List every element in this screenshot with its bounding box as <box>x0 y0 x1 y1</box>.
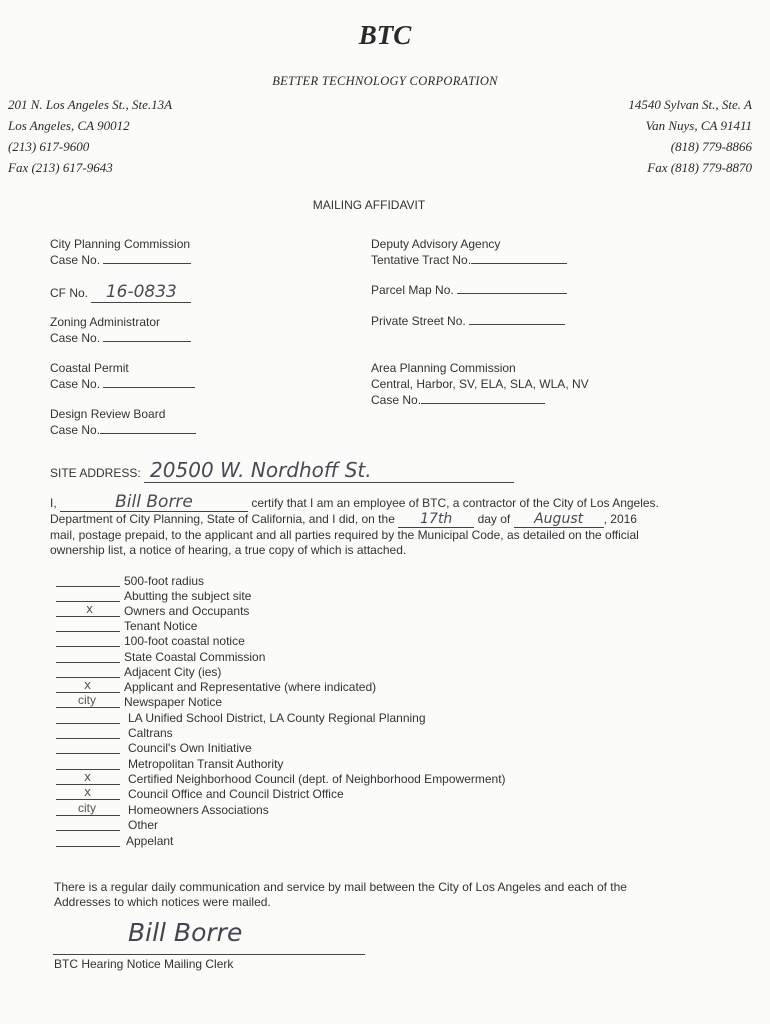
ps-input[interactable] <box>469 324 565 325</box>
checklist-blank[interactable] <box>56 646 120 647</box>
cert-month-input[interactable] <box>514 512 604 528</box>
cpc-case-label: Case No. <box>50 253 101 267</box>
site-address-label: SITE ADDRESS: <box>50 466 141 480</box>
site-address-value: 20500 W. Nordhoff St. <box>150 458 372 482</box>
apc-areas: Central, Harbor, SV, ELA, SLA, WLA, NV <box>371 377 589 391</box>
document-title: MAILING AFFIDAVIT <box>312 198 426 212</box>
drb-label: Design Review Board <box>50 407 166 421</box>
cp-case-input[interactable] <box>103 387 195 388</box>
checklist-item[interactable] <box>56 711 616 726</box>
company-logo: BTC <box>358 20 412 50</box>
daa-tract-input[interactable] <box>471 263 567 264</box>
checklist-label: State Coastal Commission <box>124 650 266 664</box>
pm-input[interactable] <box>457 293 567 294</box>
left-address-block <box>8 94 172 178</box>
site-address-input[interactable] <box>144 458 514 483</box>
checklist-item[interactable] <box>56 665 616 680</box>
cert-month-value: August <box>534 511 584 527</box>
cert-text-2a: Department of City Planning, State of California, and I did, on the <box>50 512 395 526</box>
checklist-label: Council's Own Initiative <box>128 741 252 755</box>
checklist-label: Other <box>128 818 159 832</box>
site-address-field <box>50 458 514 483</box>
mail-statement-line: Addresses to which notices were mailed. <box>54 895 271 909</box>
cf-input[interactable] <box>91 282 191 303</box>
checklist-label: 100-foot coastal notice <box>124 634 245 648</box>
checklist-item[interactable] <box>56 650 616 665</box>
checklist-blank[interactable] <box>56 631 120 632</box>
right-address-line: (818) 779-8866 <box>670 139 752 154</box>
signature-line <box>53 954 365 955</box>
cpc-label: City Planning Commission <box>50 237 191 251</box>
checklist-item[interactable] <box>56 803 616 818</box>
right-address-line: Fax (818) 779-8870 <box>647 160 752 175</box>
ps-field <box>371 314 565 328</box>
checklist-mark: x <box>86 602 94 616</box>
checklist-label: Abutting the subject site <box>124 589 252 603</box>
cert-day-input[interactable] <box>398 512 474 528</box>
checklist-label: Metropolitan Transit Authority <box>128 757 284 771</box>
cert-day-value: 17th <box>420 511 453 527</box>
checklist-blank[interactable] <box>56 738 120 739</box>
checklist-mark: x <box>84 678 92 692</box>
mail-statement-line: There is a regular daily communication and service by mail between the City of Los Angeles and each of the <box>54 880 627 894</box>
checklist-mark: city <box>78 693 96 707</box>
daa-label: Deputy Advisory Agency <box>371 237 501 251</box>
checklist-blank[interactable] <box>56 586 120 587</box>
checklist-item[interactable] <box>56 834 616 849</box>
checklist-item[interactable] <box>56 680 616 695</box>
checklist-label: Council Office and Council District Office <box>128 787 344 801</box>
cp-field <box>50 360 195 392</box>
checklist-blank[interactable] <box>56 815 120 816</box>
apc-case-input[interactable] <box>421 403 545 404</box>
za-case-label: Case No. <box>50 331 101 345</box>
signature: Bill Borre <box>128 918 243 947</box>
cp-label: Coastal Permit <box>50 361 129 375</box>
cert-text-3: mail, postage prepaid, to the applicant and all parties required by the Municipal Code, as detailed on the official <box>50 528 639 542</box>
cpc-field <box>50 236 191 268</box>
checklist-item[interactable] <box>56 619 616 634</box>
checklist-item[interactable] <box>56 726 616 741</box>
cf-value: 16-0833 <box>105 282 177 302</box>
checklist-blank[interactable] <box>56 723 120 724</box>
cert-text-4: ownership list, a notice of hearing, a true copy of which is attached. <box>50 543 407 557</box>
left-address-line: (213) 617-9600 <box>8 139 90 154</box>
mail-statement <box>54 880 627 910</box>
checklist-label: Owners and Occupants <box>124 604 250 618</box>
cert-text-2b: day of <box>477 512 511 526</box>
checklist-blank[interactable] <box>56 662 120 663</box>
checklist-blank[interactable] <box>56 616 120 617</box>
cf-field <box>50 282 191 303</box>
certification-paragraph <box>50 492 659 558</box>
za-case-input[interactable] <box>103 341 191 342</box>
checklist-item[interactable] <box>56 818 616 833</box>
checklist-label: Homeowners Associations <box>128 803 269 817</box>
right-address-block <box>628 94 752 178</box>
checklist-item[interactable] <box>56 604 616 619</box>
checklist-mark: x <box>84 770 92 784</box>
checklist-item[interactable] <box>56 787 616 802</box>
za-label: Zoning Administrator <box>50 315 161 329</box>
pm-label: Parcel Map No. <box>371 283 454 297</box>
cf-label: CF No. <box>50 286 89 300</box>
pm-field <box>371 283 567 297</box>
right-address-line: 14540 Sylvan St., Ste. A <box>628 97 752 112</box>
checklist-label: Adjacent City (ies) <box>124 665 222 679</box>
checklist-item[interactable] <box>56 634 616 649</box>
checklist-label: Newspaper Notice <box>124 695 223 709</box>
cert-name-input[interactable] <box>60 492 248 512</box>
checklist-mark: x <box>84 785 92 799</box>
checklist-item[interactable] <box>56 574 616 589</box>
cert-text-1: certify that I am an employee of BTC, a contractor of the City of Los Angeles. <box>251 496 659 510</box>
cpc-case-input[interactable] <box>103 263 191 264</box>
apc-field <box>371 360 589 408</box>
daa-tract-label: Tentative Tract No. <box>371 253 472 267</box>
checklist-item[interactable] <box>56 757 616 772</box>
checklist-mark: city <box>78 801 96 815</box>
checklist-item[interactable] <box>56 772 616 787</box>
checklist-label: Certified Neighborhood Council (dept. of Neighborhood Empowerment) <box>128 772 506 786</box>
cp-case-label: Case No. <box>50 377 101 391</box>
checklist-item[interactable] <box>56 589 616 604</box>
daa-field <box>371 236 567 268</box>
cert-i: I, <box>50 496 57 510</box>
left-address-line: Fax (213) 617-9643 <box>8 160 113 175</box>
checklist-label: Caltrans <box>128 726 173 740</box>
drb-case-label: Case No. <box>50 423 101 437</box>
apc-case-label: Case No. <box>371 393 422 407</box>
checklist-item[interactable] <box>56 741 616 756</box>
checklist-blank[interactable] <box>56 846 120 847</box>
checklist-label: Appelant <box>126 834 174 848</box>
checklist-blank[interactable] <box>56 753 120 754</box>
checklist-blank[interactable] <box>56 707 120 708</box>
cert-year: , 2016 <box>603 512 637 526</box>
checklist-blank[interactable] <box>56 799 120 800</box>
right-address-line: Van Nuys, CA 91411 <box>645 118 752 133</box>
signer-title: BTC Hearing Notice Mailing Clerk <box>54 957 234 971</box>
drb-field <box>50 406 196 438</box>
left-address-line: 201 N. Los Angeles St., Ste.13A <box>8 97 173 112</box>
checklist-blank[interactable] <box>56 830 120 831</box>
checklist-label: LA Unified School District, LA County Regional Planning <box>128 711 426 725</box>
left-address-line: Los Angeles, CA 90012 <box>8 118 130 133</box>
ps-label: Private Street No. <box>371 314 466 328</box>
checklist-label: Tenant Notice <box>124 619 198 633</box>
checklist-label: Applicant and Representative (where indicated) <box>124 680 377 694</box>
drb-case-input[interactable] <box>100 433 196 434</box>
checklist-label: 500-foot radius <box>124 574 205 588</box>
cert-name-value: Bill Borre <box>115 492 193 512</box>
apc-label: Area Planning Commission <box>371 361 516 375</box>
company-name: BETTER TECHNOLOGY CORPORATION <box>272 74 498 88</box>
za-field <box>50 314 191 346</box>
checklist-item[interactable] <box>56 695 616 710</box>
